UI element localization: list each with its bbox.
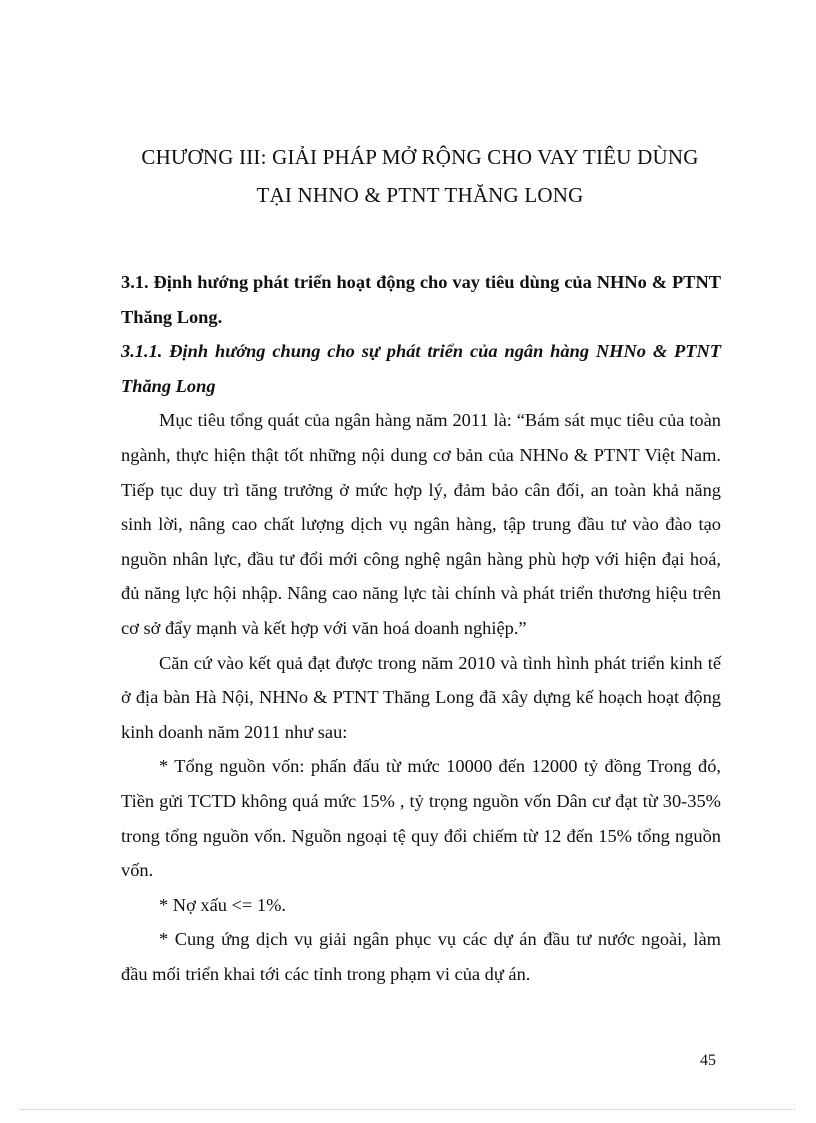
chapter-title-line-1: CHƯƠNG III: GIẢI PHÁP MỞ RỘNG CHO VAY TIÊU DÙNG [141,145,699,169]
section-heading: 3.1. Định hướng phát triển hoạt động cho vay tiêu dùng của NHNo & PTNT Thăng Long. [121,272,721,327]
bullet-bad-debt: * Nợ xấu <= 1%. [159,894,287,915]
subsection-heading: 3.1.1. Định hướng chung cho sự phát triển của ngân hàng NHNo & PTNT Thăng Long [121,341,721,396]
paragraph-general-objective: Mục tiêu tổng quát của ngân hàng năm 2011 là: “Bám sát mục tiêu của toàn ngành, thực hiện thật tốt những nội dung cơ bản của NHNo & PTNT Việt Nam. Tiếp tục duy trì tăng trưởng ở mức hợp lý, đảm bảo cân đối, an toàn khả năng sinh lời, nâng cao chất lượng dịch vụ ngân hàng, tập trung đầu tư vào đào tạo nguồn nhân lực, đầu tư đổi mới công nghệ ngân hàng phù hợp với hiện đại hoá, đủ năng lực hội nhập. Nâng cao năng lực tài chính và phát triển thương hiệu trên cơ sở đẩy mạnh và kết hợp với văn hoá doanh nghiệp.” [121,410,721,638]
chapter-title-line-2: TẠI NHNO & PTNT THĂNG LONG [256,183,584,207]
paragraph-business-plan-intro: Căn cứ vào kết quả đạt được trong năm 2010 và tình hình phát triển kinh tế ở địa bàn Hà Nội, NHNo & PTNT Thăng Long đã xây dựng kế hoạch hoạt động kinh doanh năm 2011 như sau: [121,652,721,742]
bullet-total-capital: * Tổng nguồn vốn: phấn đấu từ mức 10000 đến 12000 tỷ đồng Trong đó, Tiền gửi TCTD không quá mức 15% , tỷ trọng nguồn vốn Dân cư đạt từ 30-35% trong tổng nguồn vốn. Nguồn ngoại tệ quy đổi chiếm từ 12 đến 15% tổng nguồn vốn. [121,756,721,881]
page-bottom-divider [20,1109,796,1110]
body-content [121,265,721,991]
page-number: 45 [700,1052,716,1069]
bullet-disbursement-service: * Cung ứng dịch vụ giải ngân phục vụ các dự án đầu tư nước ngoài, làm đầu mối triển khai tới các tỉnh trong phạm vi của dự án. [121,929,721,984]
